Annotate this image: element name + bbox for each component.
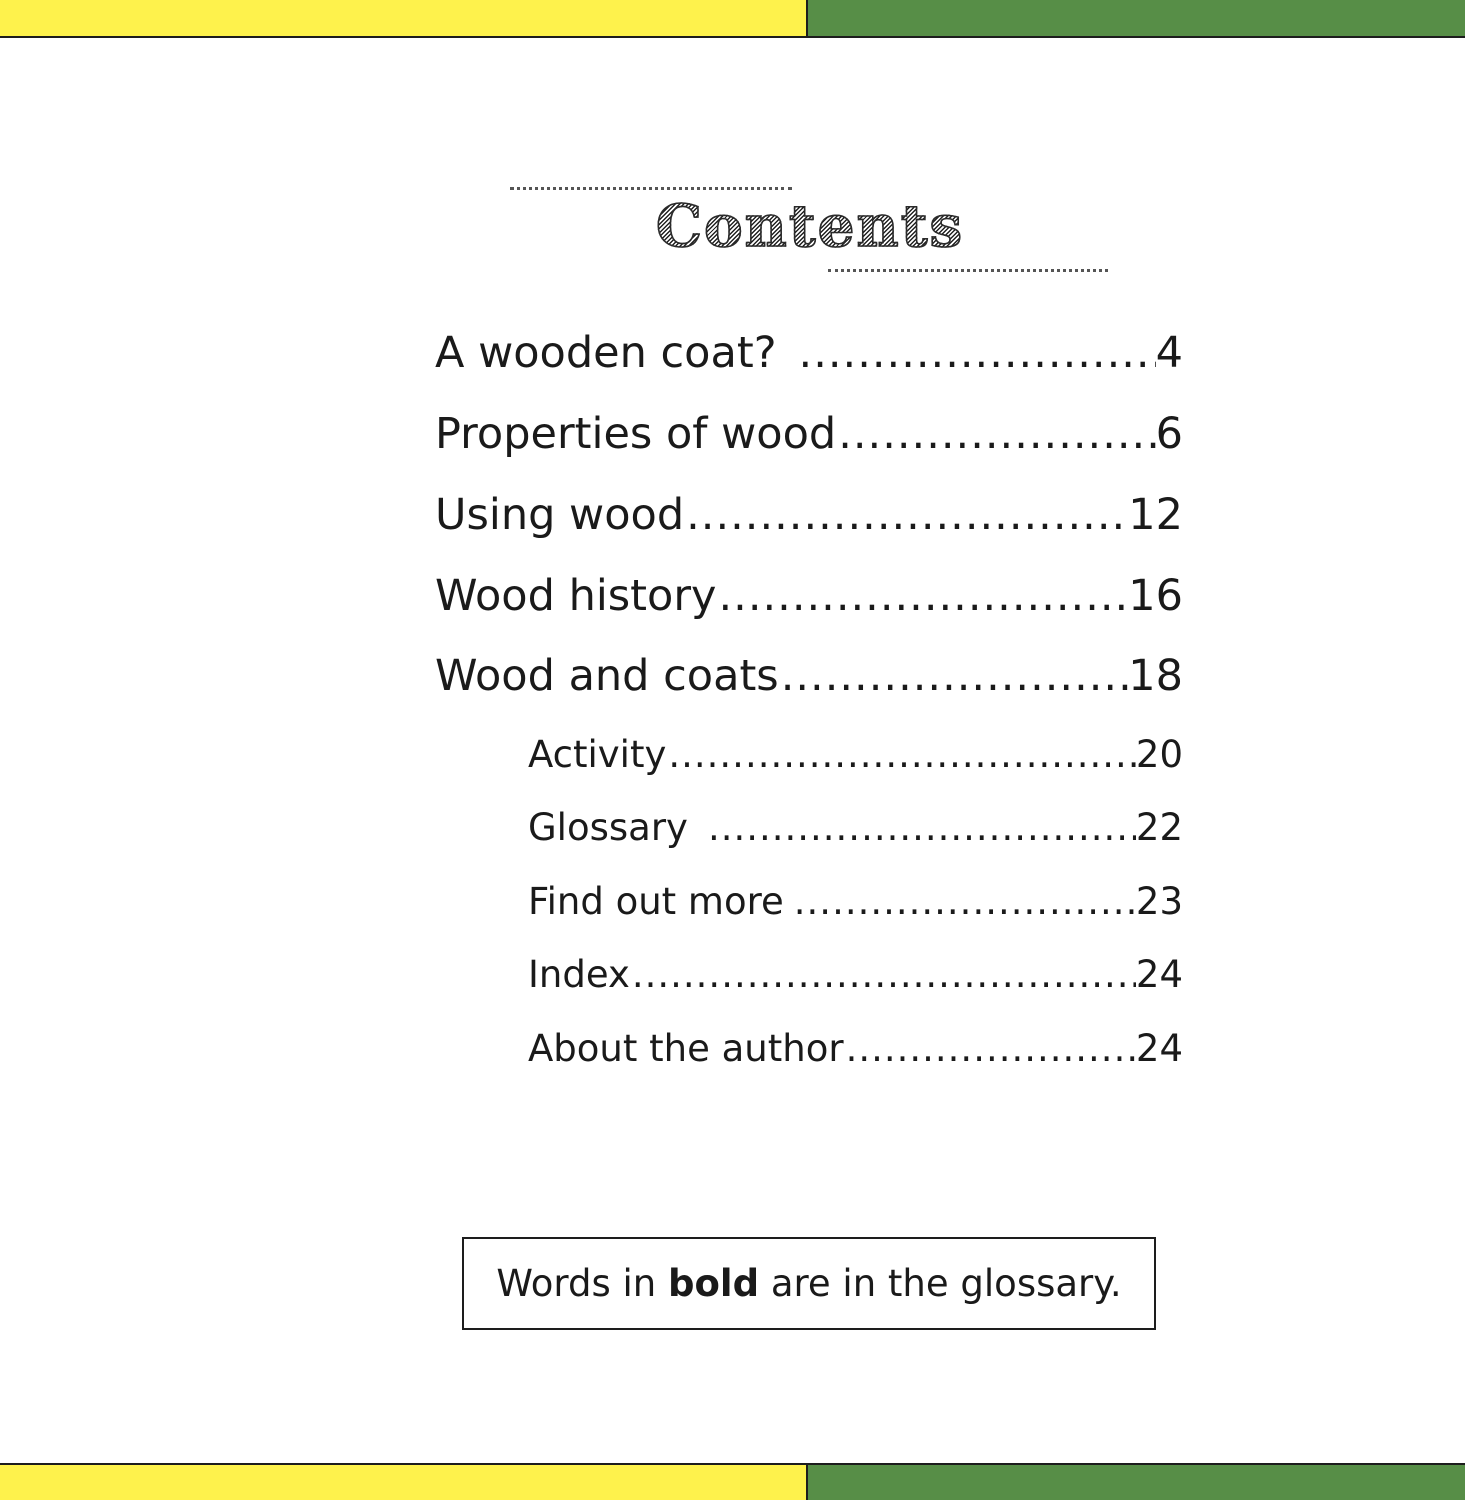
toc-subentry[interactable] [528,1027,1183,1070]
toc-entry-label: Properties of wood [435,409,837,459]
toc-dot-leader [666,733,1136,776]
toc-dot-leader [630,953,1136,996]
toc-entry-label: Glossary [528,806,688,849]
top-band-green-segment [808,0,1465,36]
toc-dot-leader [784,880,1136,923]
toc-entry-page: 23 [1135,880,1183,923]
toc-dot-leader [777,328,1156,378]
toc-entry-label: Activity [528,733,667,776]
bottom-band-green-segment [808,1465,1465,1500]
toc-dot-leader [844,1027,1136,1070]
toc-dot-leader [716,571,1128,621]
toc-entry-page: 4 [1155,328,1183,378]
toc-dot-leader [779,651,1129,701]
toc-entry-label: Index [528,953,630,996]
toc-entry-page: 16 [1128,571,1183,621]
title-rule-upper [510,187,792,190]
toc-subentry[interactable] [528,953,1183,996]
toc-entry-page: 24 [1135,953,1183,996]
toc-entry-label: Using wood [435,490,685,540]
toc-entry[interactable] [435,651,1183,701]
toc-entry-label: Find out more [528,880,784,923]
toc-entry-page: 22 [1135,806,1183,849]
toc-entry-page: 6 [1155,409,1183,459]
top-color-band [0,0,1465,38]
toc-entry-page: 18 [1128,651,1183,701]
toc-entry-label: Wood and coats [435,651,779,701]
toc-entry-page: 12 [1128,490,1183,540]
toc-entry[interactable] [435,328,1183,378]
top-band-yellow-segment [0,0,808,36]
note-text-bold: bold [668,1262,760,1305]
toc-entry-label: About the author [528,1027,844,1070]
title-rule-lower [828,269,1108,272]
toc-subentry[interactable] [528,880,1183,923]
bottom-color-band [0,1463,1465,1500]
page-title: Contents [610,192,1010,260]
toc-dot-leader [688,806,1136,849]
note-text-after: are in the glossary. [759,1262,1122,1305]
toc-subentry[interactable] [528,806,1183,849]
glossary-note-box [462,1237,1156,1330]
toc-dot-leader [836,409,1155,459]
toc-entry-label: A wooden coat? [435,328,777,378]
toc-entry-label: Wood history [435,571,717,621]
toc-entry-page: 20 [1135,733,1183,776]
toc-dot-leader [684,490,1128,540]
toc-entry[interactable] [435,571,1183,621]
note-text-before: Words in [496,1262,668,1305]
toc-subentry[interactable] [528,733,1183,776]
bottom-band-yellow-segment [0,1465,808,1500]
toc-entry[interactable] [435,490,1183,540]
toc-entry[interactable] [435,409,1183,459]
toc-entry-page: 24 [1135,1027,1183,1070]
